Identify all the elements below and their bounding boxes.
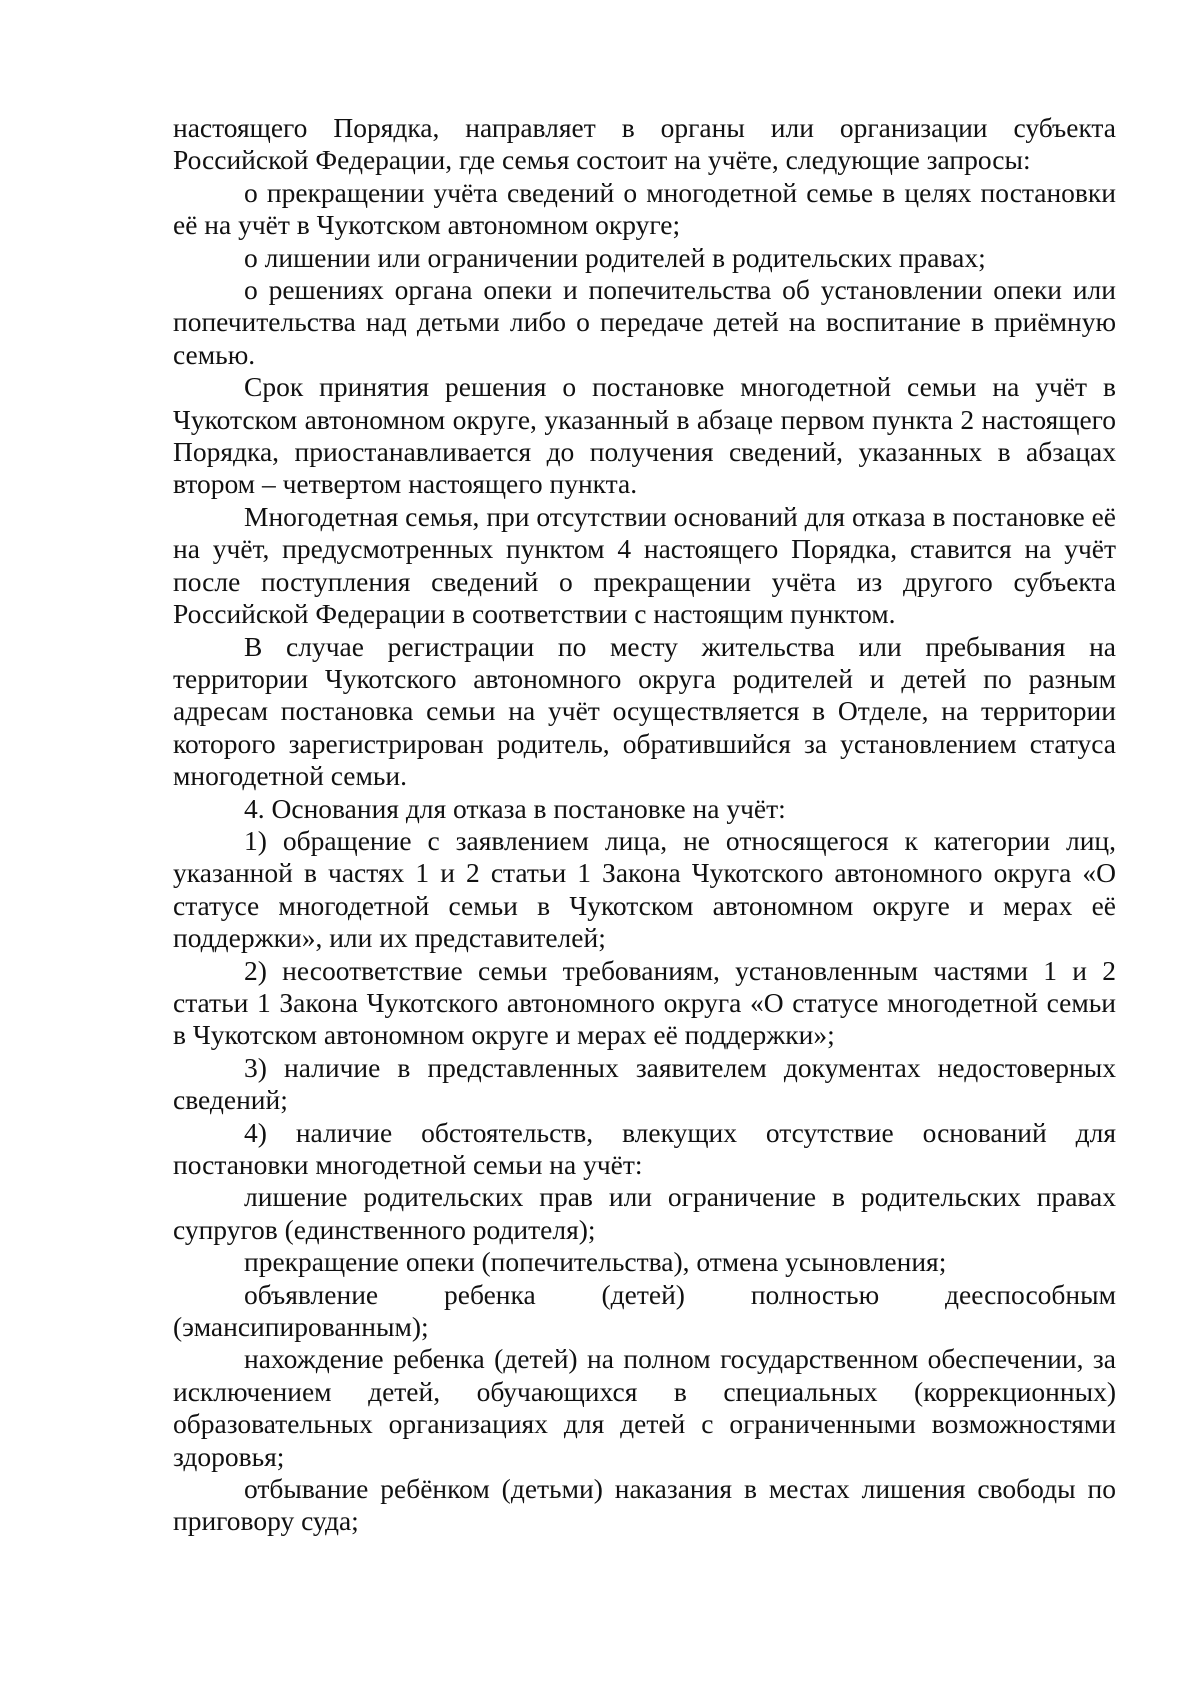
paragraph-circumstance-emancipation: объявление ребенка (детей) полностью дееспособным (эмансипированным);: [173, 1278, 1116, 1343]
paragraph-ground-3: 3) наличие в представленных заявителем документах недостоверных сведений;: [173, 1051, 1116, 1116]
paragraph-registration-after-info: Многодетная семья, при отсутствии оснований для отказа в постановке её на учёт, предусмотренных пунктом 4 настоящего Порядка, ставится на учёт после поступления сведений о прекращении учёта из другого субъекта Российской Федерации в соответствии с настоящим пунктом.: [173, 500, 1116, 630]
paragraph-section-4-heading: 4. Основания для отказа в постановке на учёт:: [244, 792, 786, 824]
paragraph-request-termination: о прекращении учёта сведений о многодетной семье в целях постановки её на учёт в Чукотском автономном округе;: [173, 176, 1116, 241]
paragraph-different-addresses: В случае регистрации по месту жительства или пребывания на территории Чукотского автономного округа родителей и детей по разным адресам постановка семьи на учёт осуществляется в Отделе, на территории которого зарегистрирован родитель, обратившийся за установлением статуса многодетной семьи.: [173, 630, 1116, 792]
paragraph-ground-1: 1) обращение с заявлением лица, не относящегося к категории лиц, указанной в частях 1 и 2 статьи 1 Закона Чукотского автономного округа «О статусе многодетной семьи в Чукотском автономном округе и мерах её поддержки», или их представителей;: [173, 824, 1116, 954]
paragraph-request-guardianship: о решениях органа опеки и попечительства об установлении опеки или попечительства над детьми либо о передаче детей на воспитание в приёмную семью.: [173, 274, 1116, 370]
paragraph-circumstance-imprisonment: отбывание ребёнком (детьми) наказания в местах лишения свободы по приговору суда;: [173, 1473, 1116, 1537]
paragraph-ground-2: 2) несоответствие семьи требованиям, установленным частями 1 и 2 статьи 1 Закона Чукотского автономного округа «О статусе многодетной семьи в Чукотском автономном округе и мерах её поддержки»;: [173, 954, 1116, 1051]
paragraph-request-deprivation: о лишении или ограничении родителей в родительских правах;: [244, 241, 986, 273]
paragraph-decision-term: Срок принятия решения о постановке многодетной семьи на учёт в Чукотском автономном округе, указанный в абзаце первом пункта 2 настоящего Порядка, приостанавливается до получения сведений, указанных в абзацах втором – четвертом настоящего пункта.: [173, 371, 1116, 500]
paragraph-circumstance-deprivation: лишение родительских прав или ограничение в родительских правах супругов (единственного родителя);: [173, 1181, 1116, 1245]
paragraph-circumstance-state-support: нахождение ребенка (детей) на полном государственном обеспечении, за исключением детей, обучающихся в специальных (коррекционных) образовательных организациях для детей с ограниченными возможностями здоровья;: [173, 1343, 1116, 1472]
paragraph-circumstance-guardianship-end: прекращение опеки (попечительства), отмена усыновления;: [244, 1246, 947, 1278]
paragraph-continuation: настоящего Порядка, направляет в органы или организации субъекта Российской Федерации, где семья состоит на учёте, следующие запросы:: [173, 112, 1116, 176]
paragraph-ground-4: 4) наличие обстоятельств, влекущих отсутствие оснований для постановки многодетной семьи на учёт:: [173, 1116, 1116, 1180]
